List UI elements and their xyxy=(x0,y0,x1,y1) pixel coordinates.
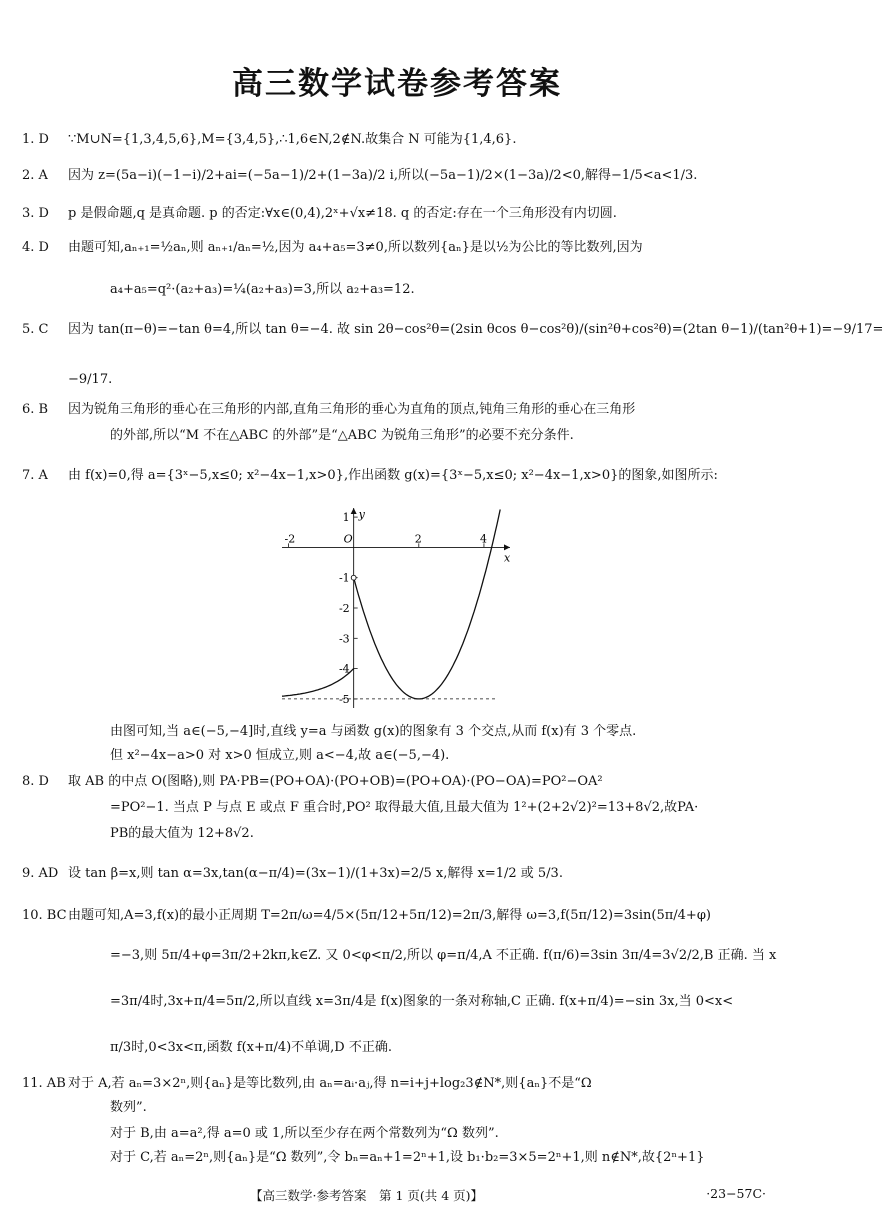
answer-line xyxy=(64,1038,782,1058)
y-axis-label: y xyxy=(358,508,365,521)
answer-line xyxy=(22,130,782,150)
answer-line xyxy=(64,722,782,742)
answer-text: 由题可知,A=3,f(x)的最小正周期 T=2π/ω=4/5×(5π/12+5π/12)=2π/3,解得 ω=3,f(5π/12)=3sin(5π/4+φ) xyxy=(68,908,711,923)
x-axis-label: x xyxy=(504,551,511,565)
question-number: 6. B xyxy=(22,402,49,417)
answer-text: =PO²−1. 当点 P 与点 E 或点 F 重合时,PO² 取得最大值,且最大值为 1²+(2+2√2)²=13+8√2,故PA· xyxy=(110,800,699,815)
answer-text: PB的最大值为 12+8√2. xyxy=(110,826,254,841)
footer-page-info: 【高三数学·参考答案 第 1 页(共 4 页)】 xyxy=(250,1188,484,1203)
answer-line xyxy=(22,238,782,258)
answer-line xyxy=(22,772,782,792)
answer-line xyxy=(22,864,782,884)
y-tick-label: 1 xyxy=(342,511,350,525)
question-number: 4. D xyxy=(22,240,49,255)
answer-line xyxy=(22,400,782,420)
answer-text: p 是假命题,q 是真命题. p 的否定:∀x∈(0,4),2ˣ+√x≠18. q 的否定:存在一个三角形没有内切圆. xyxy=(68,206,617,221)
question-number: 7. A xyxy=(22,468,48,483)
answer-line xyxy=(22,370,782,390)
answer-line xyxy=(22,466,782,486)
question-number: 1. D xyxy=(22,132,49,147)
answer-line xyxy=(22,320,883,340)
answer-line xyxy=(64,1098,782,1118)
answer-text: 的外部,所以“M 不在△ABC 的外部”是“△ABC 为锐角三角形”的必要不充分条件. xyxy=(110,428,574,443)
answer-text: 取 AB 的中点 O(图略),则 PA·PB=(PO+OA)·(PO+OB)=(PO+OA)·(PO−OA)=PO²−OA² xyxy=(68,774,603,789)
question-number: 5. C xyxy=(22,322,49,337)
answer-line xyxy=(22,1074,782,1094)
answer-text: =−3,则 5π/4+φ=3π/2+2kπ,k∈Z. 又 0<φ<π/2,所以 φ=π/4,A 不正确. f(π/6)=3sin 3π/4=3√2/2,B 正确. 当 x xyxy=(110,948,777,963)
answer-text: 设 tan β=x,则 tan α=3x,tan(α−π/4)=(3x−1)/(1+3x)=2/5 x,解得 x=1/2 或 5/3. xyxy=(68,866,563,881)
answer-line xyxy=(64,824,782,844)
answer-text: 因为锐角三角形的垂心在三角形的内部,直角三角形的垂心为直角的顶点,钝角三角形的垂心在三角形 xyxy=(68,402,636,417)
answer-line xyxy=(64,426,782,446)
answer-line xyxy=(64,1124,782,1144)
y-axis-arrow xyxy=(351,508,357,514)
answer-line xyxy=(64,992,782,1012)
answer-line xyxy=(64,1148,782,1168)
y-tick-label: -2 xyxy=(338,602,350,615)
y-tick-label: -5 xyxy=(338,692,350,706)
x-tick-label: 2 xyxy=(414,532,422,546)
answer-text: 由 f(x)=0,得 a={3ˣ−5,x≤0; x²−4x−1,x>0},作出函数 g(x)={3ˣ−5,x≤0; x²−4x−1,x>0}的图象,如图所示: xyxy=(68,468,718,483)
x-tick-label: 4 xyxy=(479,532,487,546)
open-point-0-minus-1 xyxy=(351,575,356,580)
answer-text: π/3时,0<3x<π,函数 f(x+π/4)不单调,D 不正确. xyxy=(110,1040,392,1055)
question-number: 10. BC xyxy=(22,908,67,923)
answer-line xyxy=(22,204,782,224)
answer-line xyxy=(22,166,782,186)
curve-parabola-branch xyxy=(354,510,501,699)
answer-line xyxy=(64,746,782,766)
answer-text: 数列”. xyxy=(110,1100,147,1115)
answer-line xyxy=(22,906,782,926)
x-tick-label: O xyxy=(343,532,353,546)
answer-text: −9/17. xyxy=(68,372,113,387)
answer-line xyxy=(64,946,782,966)
function-graph xyxy=(276,500,516,716)
answer-text: 对于 C,若 aₙ=2ⁿ,则{aₙ}是“Ω 数列”,令 bₙ=aₙ+1=2ⁿ+1,设 b₁·b₂=3×5=2ⁿ+1,则 n∉N*,故{2ⁿ+1} xyxy=(110,1150,705,1165)
answer-text: 因为 tan(π−θ)=−tan θ=4,所以 tan θ=−4. 故 sin 2θ−cos²θ=(2sin θcos θ−cos²θ)/(sin²θ+cos²θ)=(2tan θ−1)/(tan²θ+1)=−9/17= xyxy=(68,322,883,337)
answer-line xyxy=(64,798,782,818)
answer-text: 对于 B,由 a=a²,得 a=0 或 1,所以至少存在两个常数列为“Ω 数列”. xyxy=(110,1126,499,1141)
y-tick-label: -4 xyxy=(338,662,350,676)
answer-text: =3π/4时,3x+π/4=5π/2,所以直线 x=3π/4是 f(x)图象的一条对称轴,C 正确. f(x+π/4)=−sin 3x,当 0<x< xyxy=(110,994,734,1009)
question-number: 9. AD xyxy=(22,866,59,881)
page-title: 高三数学试卷参考答案 xyxy=(232,66,562,102)
answer-text: 但 x²−4x−a>0 对 x>0 恒成立,则 a<−4,故 a∈(−5,−4). xyxy=(110,748,450,763)
answer-line xyxy=(64,280,782,300)
answer-text: 对于 A,若 aₙ=3×2ⁿ,则{aₙ}是等比数列,由 aₙ=aᵢ·aⱼ,得 n=i+j+log₂3∉N*,则{aₙ}不是“Ω xyxy=(68,1076,592,1091)
answer-text: 由图可知,当 a∈(−5,−4]时,直线 y=a 与函数 g(x)的图象有 3 个交点,从而 f(x)有 3 个零点. xyxy=(110,724,637,739)
x-axis-arrow xyxy=(504,544,510,550)
y-tick-label: -3 xyxy=(338,632,350,646)
question-number: 2. A xyxy=(22,168,48,183)
question-number: 8. D xyxy=(22,774,49,789)
question-number: 3. D xyxy=(22,206,49,221)
answer-text: a₄+a₅=q²·(a₂+a₃)=¼(a₂+a₃)=3,所以 a₂+a₃=12. xyxy=(110,282,415,297)
answer-text: ∵M∪N={1,3,4,5,6},M={3,4,5},∴1,6∈N,2∉N.故集合 N 可能为{1,4,6}. xyxy=(68,132,517,147)
question-number: 11. AB xyxy=(22,1076,66,1091)
footer-code: ·23−57C· xyxy=(706,1186,766,1201)
answer-text: 由题可知,aₙ₊₁=½aₙ,则 aₙ₊₁/aₙ=½,因为 a₄+a₅=3≠0,所以数列{aₙ}是以½为公比的等比数列,因为 xyxy=(68,240,643,255)
y-tick-label: -1 xyxy=(338,571,350,585)
x-tick-label: -2 xyxy=(284,532,296,546)
answer-text: 因为 z=(5a−i)(−1−i)/2+ai=(−5a−1)/2+(1−3a)/2 i,所以(−5a−1)/2×(1−3a)/2<0,解得−1/5<a<1/3. xyxy=(68,168,698,183)
